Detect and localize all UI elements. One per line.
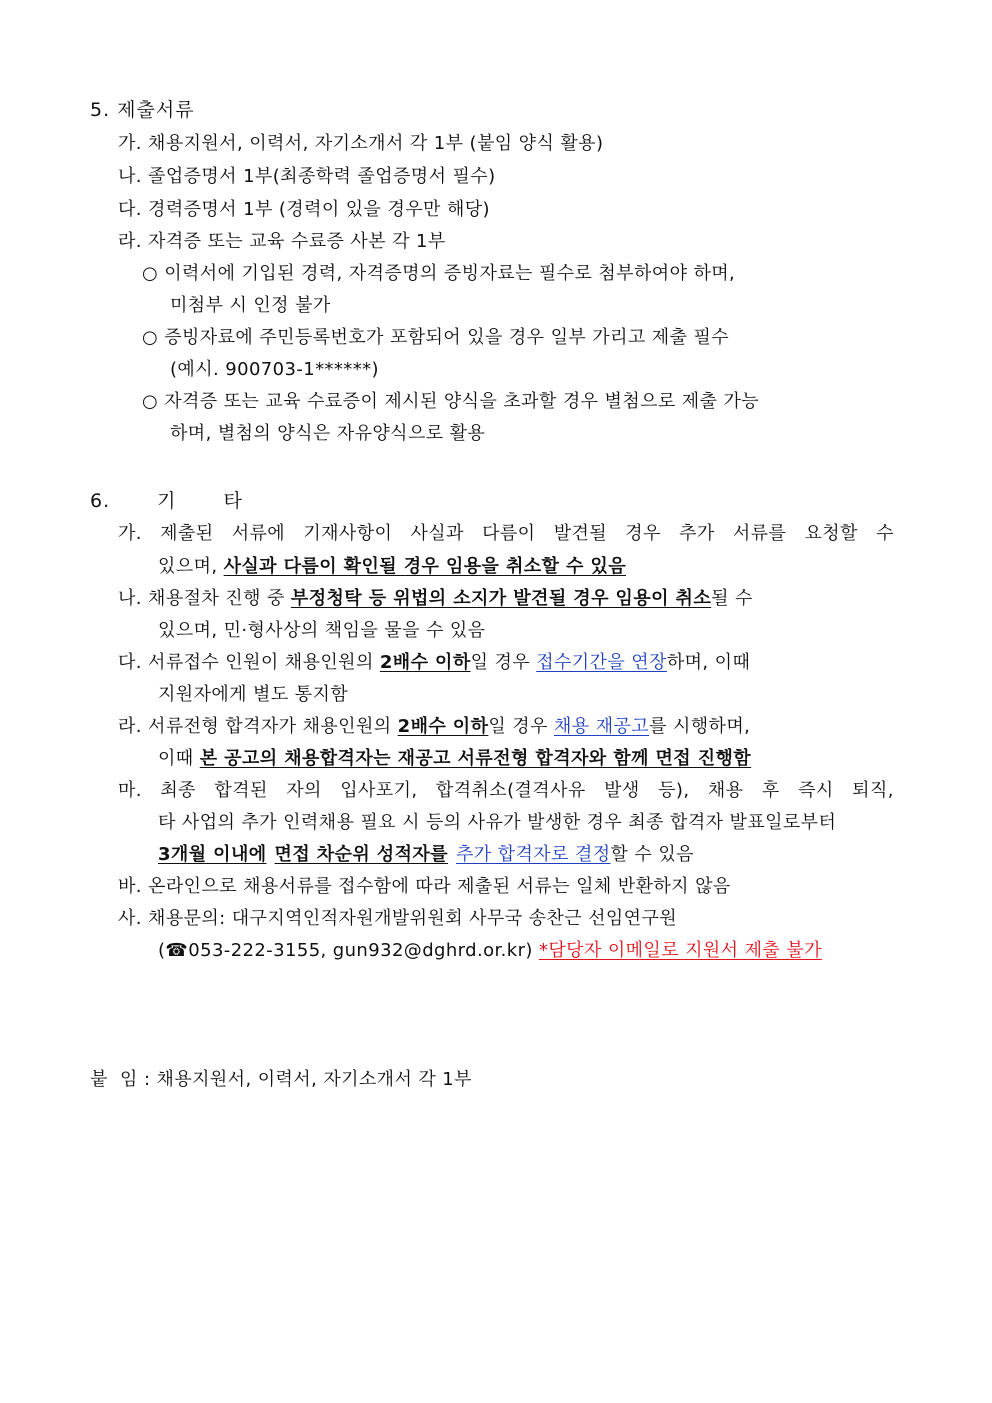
s5-item-na: 나. 졸업증명서 1부(최종학력 졸업증명서 필수) bbox=[118, 166, 496, 187]
ra-text-2: 일 경우 bbox=[488, 716, 554, 737]
ra-emphasis-interview: 본 공고의 채용합격자는 재공고 서류전형 합격자와 함께 면접 진행함 bbox=[199, 748, 752, 769]
attachment-note: 붙 임 : 채용지원서, 이력서, 자기소개서 각 1부 bbox=[90, 1069, 472, 1090]
s5-bullet-2-line-2: (예시. 900703-1******) bbox=[170, 359, 379, 380]
s5-bullet-2-line-1: ○ 증빙자료에 주민등록번호가 포함되어 있을 경우 일부 가리고 제출 필수 bbox=[142, 327, 730, 348]
ra-text-1: 라. 서류전형 합격자가 채용인원의 bbox=[118, 716, 398, 737]
s6-item-ga-line-2 bbox=[158, 555, 626, 579]
da-text-1: 다. 서류접수 인원이 채용인원의 bbox=[118, 652, 380, 673]
s5-item-ra: 라. 자격증 또는 교육 수료증 사본 각 1부 bbox=[118, 231, 446, 252]
ma-emphasis-decide: 추가 합격자로 결정 bbox=[455, 844, 611, 865]
da-emphasis-ratio: 2배수 이하 bbox=[379, 652, 471, 673]
s6-item-na-line-1 bbox=[118, 587, 753, 611]
s5-item-ga: 가. 채용지원서, 이력서, 자기소개서 각 1부 (붙임 양식 활용) bbox=[118, 133, 604, 154]
s6-item-ma-line-1: 마. 최종 합격된 자의 입사포기, 합격취소(결격사유 발생 등), 채용 후 즉시 퇴직, bbox=[118, 780, 894, 801]
s6-item-sa-line-2 bbox=[158, 939, 822, 963]
s5-bullet-1-line-1: ○ 이력서에 기입된 경력, 자격증명의 증빙자료는 필수로 첨부하여야 하며, bbox=[142, 263, 736, 284]
da-emphasis-extend: 접수기간을 연장 bbox=[536, 652, 667, 673]
s6-item-ra-line-2 bbox=[158, 747, 751, 771]
ma-emphasis-period: 3개월 이내에 bbox=[158, 844, 267, 865]
ga-text: 있으며, bbox=[158, 556, 224, 577]
s6-item-ma-line-3 bbox=[158, 843, 694, 867]
s5-bullet-1-line-2: 미첨부 시 인정 불가 bbox=[170, 295, 331, 316]
s5-item-da: 다. 경력증명서 1부 (경력이 있을 경우만 해당) bbox=[118, 199, 490, 220]
na-text-end: 될 수 bbox=[711, 588, 753, 609]
da-text-3: 하며, 이때 bbox=[666, 652, 751, 673]
s5-bullet-3-line-1: ○ 자격증 또는 교육 수료증이 제시된 양식을 초과할 경우 별첨으로 제출 가능 bbox=[142, 391, 760, 412]
s6-item-na-line-2: 있으며, 민·형사상의 책임을 물을 수 있음 bbox=[158, 620, 486, 641]
ga-emphasis: 사실과 다름이 확인될 경우 임용을 취소할 수 있음 bbox=[223, 556, 627, 577]
section-5-title: 5. 제출서류 bbox=[90, 99, 195, 121]
ra-text-3: 를 시행하며, bbox=[649, 716, 751, 737]
ra-emphasis-ratio: 2배수 이하 bbox=[397, 716, 489, 737]
contact-info: (☎053-222-3155, gun932@dghrd.or.kr) bbox=[158, 940, 539, 961]
da-text-2: 일 경우 bbox=[470, 652, 537, 673]
email-warning: *담당자 이메일로 지원서 제출 불가 bbox=[538, 940, 822, 961]
s6-item-da-line-2: 지원자에게 별도 통지함 bbox=[158, 684, 349, 705]
na-emphasis: 부정청탁 등 위법의 소지가 발견될 경우 임용이 취소 bbox=[290, 588, 712, 609]
ra-emphasis-repost: 채용 재공고 bbox=[554, 716, 650, 737]
s6-item-ra-line-1 bbox=[118, 715, 750, 739]
ra-text-4: 이때 bbox=[158, 748, 200, 769]
na-text-start: 나. 채용절차 진행 중 bbox=[118, 588, 291, 609]
section-6-title: 6. 기 타 bbox=[90, 490, 243, 512]
s6-item-sa-line-1: 사. 채용문의: 대구지역인적자원개발위원회 사무국 송찬근 선임연구원 bbox=[118, 908, 678, 929]
s6-item-da-line-1 bbox=[118, 651, 750, 675]
s6-item-ma-line-2: 타 사업의 추가 인력채용 필요 시 등의 사유가 발생한 경우 최종 합격자 발표일로부터 bbox=[158, 812, 837, 833]
ma-emphasis-rank: 면접 차순위 성적자를 bbox=[274, 844, 448, 865]
ma-text-end: 할 수 있음 bbox=[610, 844, 694, 865]
s6-item-ba: 바. 온라인으로 채용서류를 접수함에 따라 제출된 서류는 일체 반환하지 않음 bbox=[118, 876, 731, 897]
s5-bullet-3-line-2: 하며, 별첨의 양식은 자유양식으로 활용 bbox=[170, 423, 486, 444]
s6-item-ga-line-1: 가. 제출된 서류에 기재사항이 사실과 다름이 발견될 경우 추가 서류를 요청할 수 bbox=[118, 523, 894, 544]
